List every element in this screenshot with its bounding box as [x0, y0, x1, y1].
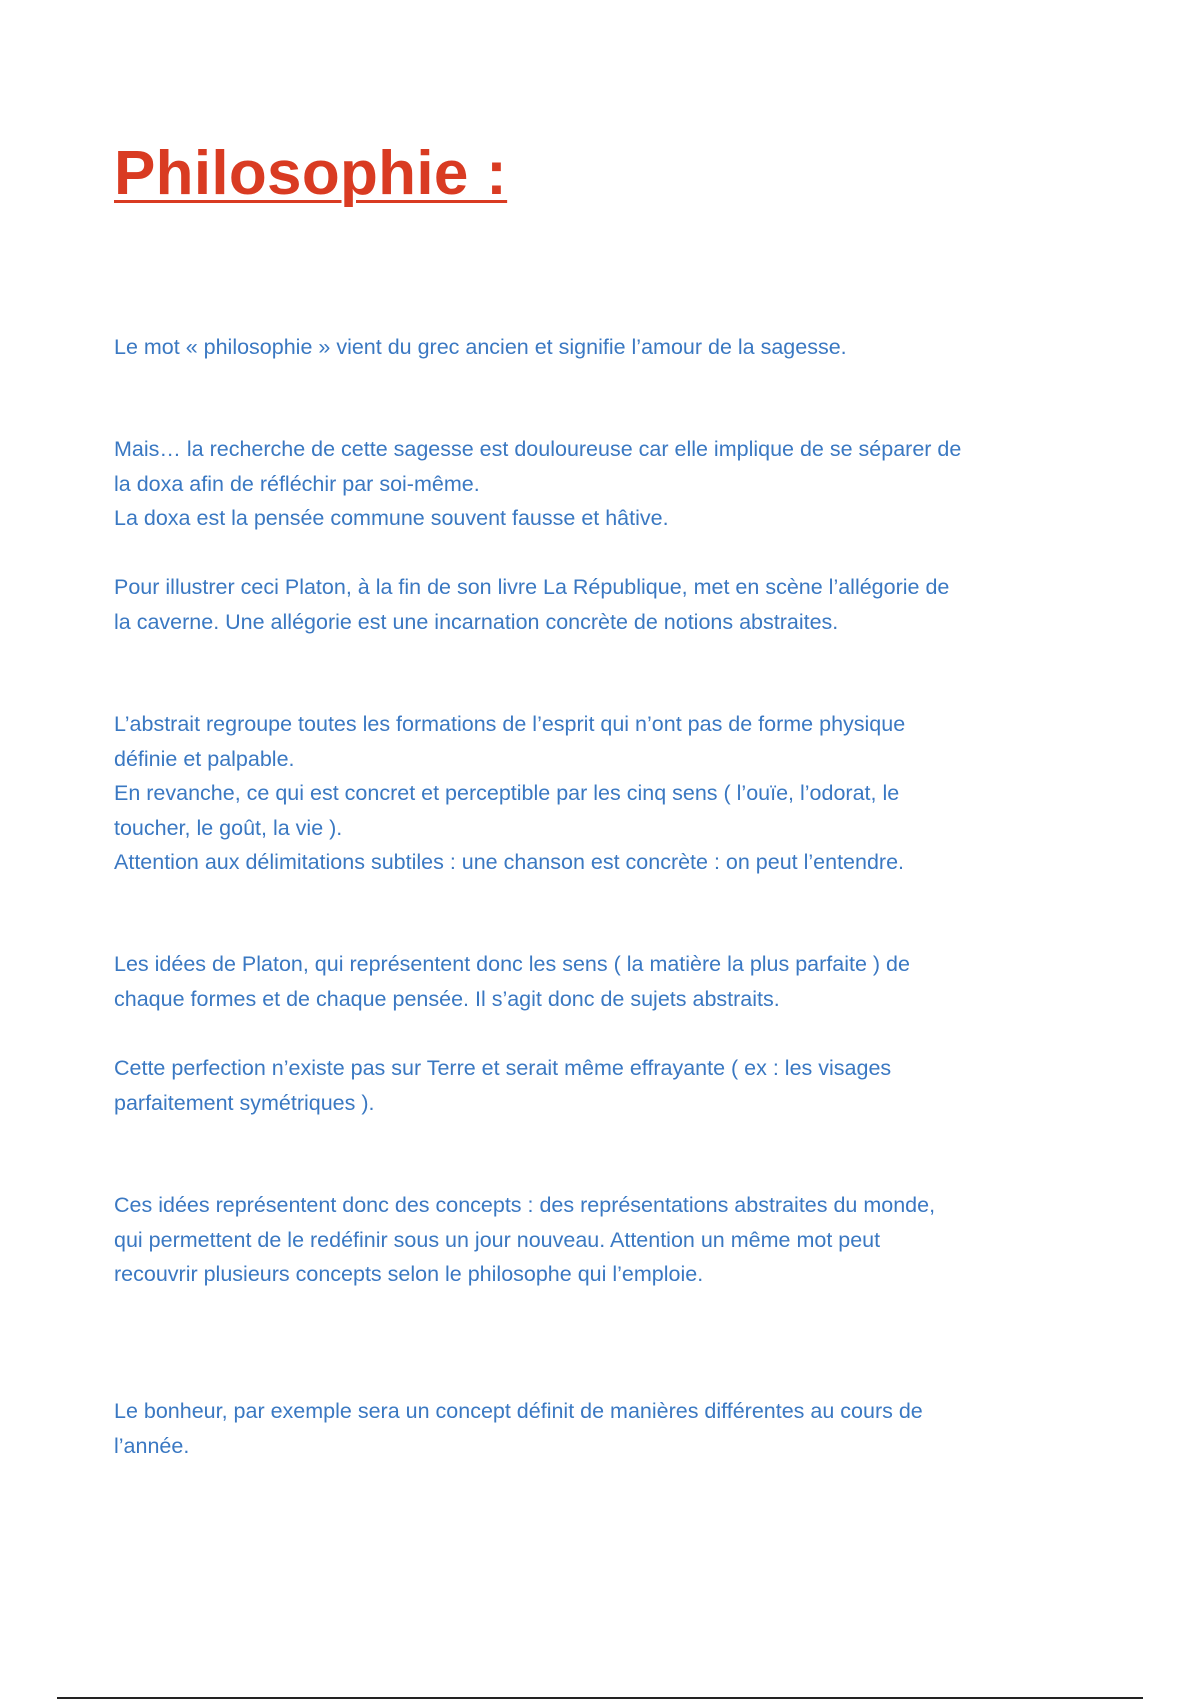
- paragraph-allegory: Pour illustrer ceci Platon, à la fin de son livre La République, met en scène l’allégorie de la caverne. Une allégorie est une incarnation concrète de notions abstraites.: [114, 575, 950, 634]
- page-title: Philosophie :: [114, 139, 508, 208]
- paragraph-concepts: Ces idées représentent donc des concepts : des représentations abstraites du monde, qui permettent de le redéfinir sous un jour nouveau. Attention un même mot peut recouvrir plusieurs concepts selon le philosophe qui l’emploie.: [114, 1193, 936, 1286]
- paragraph-happiness: Le bonheur, par exemple sera un concept définit de manières différentes au cours de l’année.: [114, 1399, 923, 1458]
- paragraph-doxa: Mais… la recherche de cette sagesse est douloureuse car elle implique de se séparer de la doxa afin de réfléchir par soi-même. La doxa est la pensée commune souvent fausse et hâtive.: [114, 437, 962, 530]
- paragraph-platon-ideas: Les idées de Platon, qui représentent donc les sens ( la matière la plus parfaite ) de chaque formes et de chaque pensée. Il s’agit donc de sujets abstraits.: [114, 952, 910, 1011]
- page-bottom-rule: [57, 1697, 1143, 1699]
- paragraph-abstract: L’abstrait regroupe toutes les formations de l’esprit qui n’ont pas de forme physique définie et palpable. En revanche, ce qui est concret et perceptible par les cinq sens ( l’ouïe, l’odorat, le toucher, le goût, la vie ). Attention aux délimitations subtiles : une chanson est concrète : on peut l’entendre.: [114, 712, 906, 874]
- paragraph-etymology: Le mot « philosophie » vient du grec ancien et signifie l’amour de la sagesse.: [114, 335, 847, 359]
- paragraph-perfection: Cette perfection n’existe pas sur Terre et serait même effrayante ( ex : les visages parfaitement symétriques ).: [114, 1056, 892, 1115]
